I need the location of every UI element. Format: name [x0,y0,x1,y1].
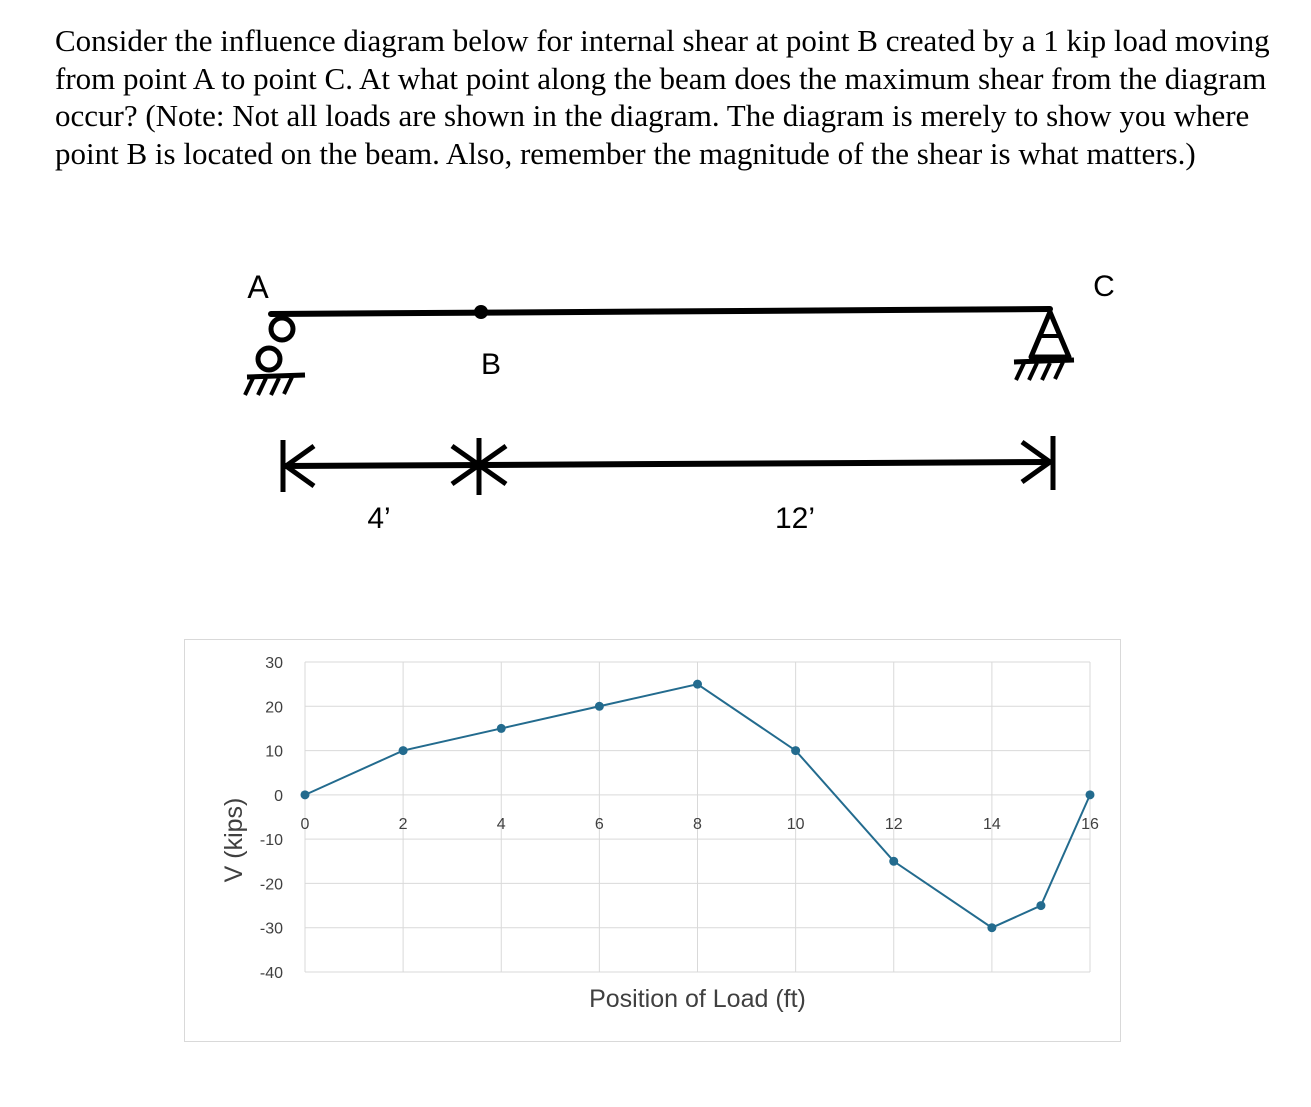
dim-bc-label: 12’ [774,502,816,535]
label-b: B [480,348,502,381]
x-tick-label: 6 [594,815,604,833]
data-point [399,746,408,755]
y-tick-label: -30 [259,920,283,938]
y-tick-label: -10 [259,832,283,850]
y-tick-labels [260,655,283,982]
data-point [301,790,310,799]
x-tick-label: 14 [982,815,1001,833]
chart-area [184,639,1121,1042]
x-tick-label: 10 [786,815,805,833]
data-point [497,724,506,733]
dim-ab-label: 4’ [367,502,391,535]
y-tick-label: 10 [265,743,283,761]
label-c: C [1093,270,1115,303]
x-tick-label: 12 [884,815,903,833]
x-tick-label: 16 [1081,815,1099,833]
x-axis-title: Position of Load (ft) [589,985,806,1013]
dimension-line [283,436,1053,495]
x-tick-label: 2 [398,815,408,833]
x-tick-label: 0 [300,815,310,833]
roller-support-a [245,318,305,395]
x-tick-label: 4 [496,815,506,833]
data-point [595,702,604,711]
x-tick-label: 8 [693,815,702,833]
question-text: Consider the influence diagram below for internal shear at point B created by a 1 kip load moving from point A to point C. At what point along the beam does the maximum shear from the diagram occur? (Note: Not all loads are shown in the diagram. The diagram is merely to show you where point B is located on the beam. Also, remember the magnitude of the shear is what matters.) [55,23,1270,171]
y-tick-label: 0 [274,787,283,805]
beam [271,309,1050,314]
y-tick-label: 20 [265,699,283,717]
x-tick-labels [301,816,1099,833]
y-axis-title: V (kips) [220,797,248,883]
data-point [987,923,996,932]
data-point [693,680,702,689]
point-b-marker [474,305,488,319]
pin-support-c [1014,312,1074,380]
data-point [889,857,898,866]
data-point [1036,901,1045,910]
data-point [791,746,800,755]
y-axis-title-wrap [200,760,260,920]
label-a: A [247,269,269,305]
data-point [1086,790,1095,799]
y-tick-label: 30 [265,655,283,672]
y-tick-label: -20 [259,876,283,894]
y-tick-label: -40 [259,965,283,982]
shear-influence-chart [185,640,1120,1041]
